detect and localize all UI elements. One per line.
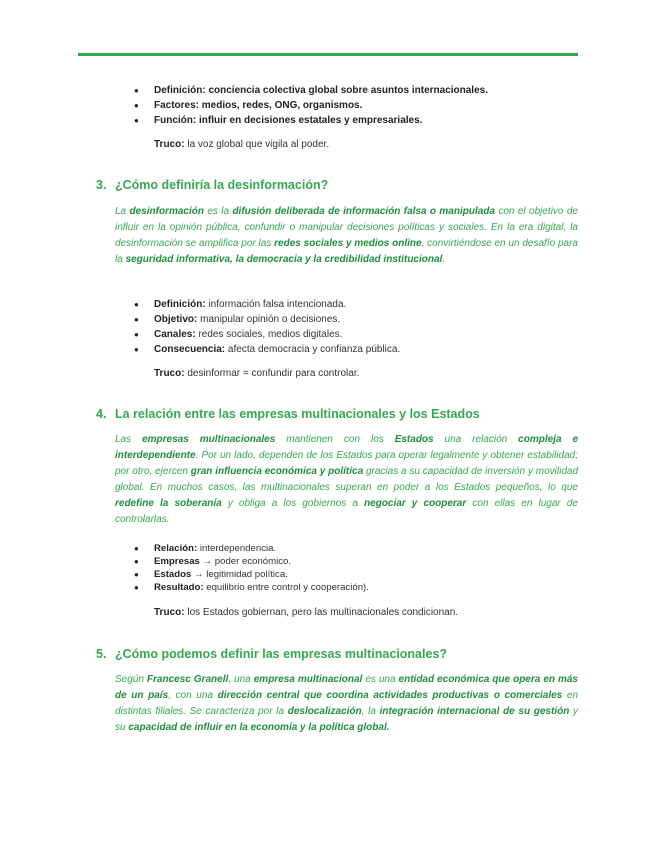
emphasis-text: entidad económica que opera en más de un país — [115, 674, 578, 701]
bullet-text: equilibrio entre control y cooperación). — [203, 582, 369, 593]
trick-text: los Estados gobiernan, pero las multinacionales condicionan. — [184, 607, 459, 618]
list-item — [134, 83, 488, 98]
trick-text: la voz global que vigila al poder. — [184, 139, 330, 150]
emphasis-text: deslocalización — [287, 706, 362, 717]
bullet-text: conciencia colectiva global sobre asuntos internacionales. — [205, 85, 488, 96]
list-item — [134, 312, 400, 327]
bullet-label: Definición: — [154, 85, 206, 96]
bullet-label: Consecuencia: — [154, 344, 226, 355]
bullet-text: interdependencia. — [197, 543, 277, 554]
list-item — [134, 542, 369, 555]
trick-label: Truco: — [154, 368, 185, 379]
list-item — [134, 555, 369, 568]
trick-note — [154, 139, 329, 150]
trick-note — [154, 607, 458, 618]
bullet-text: → legitimidad política. — [191, 569, 288, 580]
paragraph-text: Las — [115, 434, 143, 445]
section-number: 3. — [96, 178, 107, 192]
bullet-label: Empresas — [154, 556, 200, 567]
section-4-bullet-list — [134, 542, 369, 594]
paragraph-text: y su — [115, 706, 578, 733]
list-item — [134, 342, 400, 357]
section-5-paragraph — [115, 672, 578, 736]
paragraph-text: y obliga a los gobiernos a — [221, 498, 364, 509]
bullet-label: Función: — [154, 115, 197, 126]
trick-label: Truco: — [154, 607, 185, 618]
trick-text: desinformar = confundir para controlar. — [184, 368, 360, 379]
paragraph-text: , la — [361, 706, 380, 717]
section-number: 5. — [96, 647, 107, 661]
bullet-text: manipular opinión o decisiones. — [197, 314, 341, 325]
list-item — [134, 98, 488, 113]
paragraph-text: gracias a su capacidad de inversión y movilidad global. En muchos casos, las multinacionales superan en poder a los Estados pequeños, lo que — [115, 466, 579, 493]
section-title: ¿Cómo podemos definir las empresas multinacionales? — [115, 647, 448, 661]
paragraph-text: es la — [203, 206, 233, 217]
paragraph-text: Según — [115, 674, 147, 685]
paragraph-text: , una — [228, 674, 254, 685]
paragraph-text: con el objetivo de influir en la opinión pública, confundir o manipular decisiones políticas y sociales. En la era digital, la desinformación se amplifica por las — [115, 206, 578, 249]
bullet-label: Relación: — [154, 543, 198, 554]
paragraph-text: La — [115, 206, 130, 217]
emphasis-text: negociar y cooperar — [364, 498, 467, 509]
paragraph-text: , convirtiéndose en un desafío para la — [115, 238, 578, 265]
bullet-label: Factores: — [154, 100, 200, 111]
section-title: La relación entre las empresas multinacionales y los Estados — [115, 407, 480, 421]
bullet-label: Canales: — [154, 329, 196, 340]
emphasis-text: capacidad de influir en la economía y la política global. — [128, 722, 390, 733]
trick-note — [154, 368, 359, 379]
emphasis-text: difusión deliberada de información falsa o manipulada — [232, 206, 495, 217]
section-3-bullet-list — [134, 297, 400, 357]
top-divider — [78, 53, 578, 56]
bullet-text: redes sociales, medios digitales. — [195, 329, 343, 340]
emphasis-text: Estados — [394, 434, 434, 445]
paragraph-text: , con una — [168, 690, 218, 701]
list-item — [134, 327, 400, 342]
emphasis-text: empresas multinacionales — [142, 434, 276, 445]
bullet-label: Objetivo: — [154, 314, 198, 325]
bullet-text: medios, redes, ONG, organismos. — [199, 100, 363, 111]
bullet-label: Estados — [154, 569, 192, 580]
section-title: ¿Cómo definiría la desinformación? — [115, 178, 329, 192]
paragraph-text: en distintas filiales. Se caracteriza por la — [115, 690, 579, 717]
emphasis-text: compleja e interdependiente — [115, 434, 579, 461]
paragraph-text: es una — [362, 674, 399, 685]
list-item — [134, 581, 369, 594]
list-item — [134, 113, 488, 128]
trick-label: Truco: — [154, 139, 185, 150]
paragraph-text: mantienen con los — [275, 434, 395, 445]
top-bullet-list — [134, 83, 488, 128]
section-5-heading — [96, 647, 447, 661]
section-4-heading — [96, 407, 480, 421]
section-3-heading — [96, 178, 328, 192]
bullet-label: Definición: — [154, 299, 206, 310]
bullet-text: información falsa intencionada. — [205, 299, 347, 310]
paragraph-text: con ellas en lugar de controlarlas. — [115, 498, 578, 525]
section-3-paragraph — [115, 204, 578, 268]
emphasis-text: desinformación — [129, 206, 204, 217]
emphasis-text: redes sociales y medios online — [274, 238, 422, 249]
paragraph-text: . — [442, 254, 446, 265]
emphasis-text: dirección central que coordina actividades productivas o comerciales — [217, 690, 563, 701]
bullet-text: afecta democracia y confianza pública. — [225, 344, 401, 355]
paragraph-text: una relación — [433, 434, 519, 445]
emphasis-text: seguridad informativa, la democracia y la credibilidad institucional — [125, 254, 443, 265]
bullet-text: influir en decisiones estatales y empresariales. — [196, 115, 423, 126]
section-number: 4. — [96, 407, 107, 421]
emphasis-text: Francesc Granell — [146, 674, 229, 685]
emphasis-text: empresa multinacional — [253, 674, 363, 685]
emphasis-text: gran influencia económica y política — [190, 466, 364, 477]
list-item — [134, 568, 369, 581]
emphasis-text: integración internacional de su gestión — [379, 706, 570, 717]
section-4-paragraph — [115, 432, 578, 528]
bullet-text: → poder económico. — [199, 556, 292, 567]
paragraph-text: . Por un lado, dependen de los Estados para operar legalmente y obtener estabilidad; por otro, ejercen — [115, 450, 578, 477]
list-item — [134, 297, 400, 312]
bullet-label: Resultado: — [154, 582, 204, 593]
emphasis-text: redefine la soberanía — [115, 498, 222, 509]
